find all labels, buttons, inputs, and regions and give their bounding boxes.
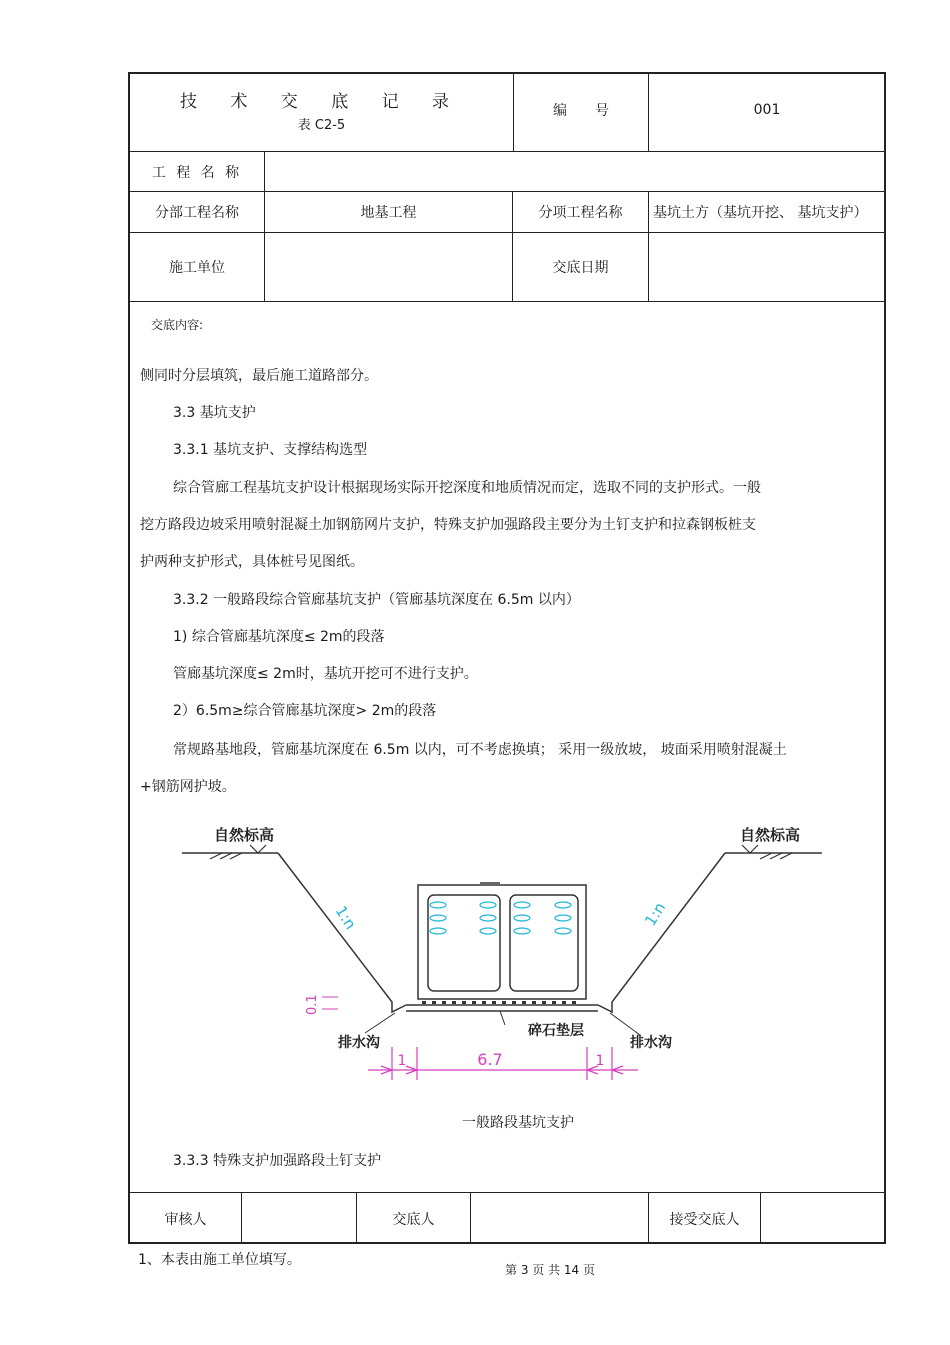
unit-value[interactable]	[265, 233, 512, 301]
content-line: 1) 综合管廊基坑深度≤ 2m的段落	[173, 629, 385, 645]
drain-ditch-right: 排水沟	[630, 1035, 672, 1051]
dim-right: 1	[595, 1053, 605, 1069]
depth-label: 0.1	[305, 994, 320, 1015]
unit-label: 施工单位	[169, 260, 225, 276]
division-label: 分部工程名称	[155, 205, 239, 221]
project-name-label: 工 程 名 称	[151, 164, 243, 181]
row-divider	[128, 301, 886, 302]
excavation-support-figure	[170, 815, 840, 1090]
content-label: 交底内容:	[151, 318, 204, 332]
project-name-value[interactable]	[265, 152, 885, 191]
section-heading: 3.3 基坑支护	[173, 405, 256, 421]
code-label: 编 号	[553, 103, 609, 119]
ground-lines	[182, 853, 822, 1012]
content-line: 综合管廊工程基坑支护设计根据现场实际开挖深度和地质情况而定，选取不同的支护形式。一般	[173, 480, 761, 496]
discloser-label: 交底人	[392, 1211, 435, 1228]
slope-label-left: 1:n	[331, 902, 360, 933]
form-title: 技 术 交 底 记 录	[179, 91, 464, 112]
page-number: 第 3 页 共 14 页	[505, 1263, 595, 1277]
form-number: 表 C2-5	[297, 117, 346, 133]
section-heading: 3.3.1 基坑支护、支撑结构选型	[173, 442, 368, 458]
subitem-label: 分项工程名称	[538, 205, 623, 221]
receiver-label: 接受交底人	[669, 1211, 740, 1228]
subitem-value[interactable]: 基坑土方（基坑开挖、 基坑支护）	[653, 205, 868, 221]
date-label: 交底日期	[552, 260, 609, 276]
section-heading: 3.3.2 一般路段综合管廊基坑支护（管廊基坑深度在 6.5m 以内）	[173, 592, 580, 608]
content-line: 管廊基坑深度≤ 2m时，基坑开挖可不进行支护。	[173, 666, 478, 682]
drain-ditch-left: 排水沟	[338, 1035, 380, 1051]
code-value[interactable]: 001	[753, 102, 781, 118]
reviewer-value[interactable]	[242, 1193, 356, 1244]
content-line: 护两种支护形式，具体桩号见图纸。	[140, 554, 364, 570]
slope-label-right: 1:n	[641, 899, 670, 930]
division-value[interactable]: 地基工程	[360, 205, 417, 221]
date-value[interactable]	[649, 233, 885, 301]
reviewer-label: 审核人	[164, 1211, 207, 1228]
figure-caption: 一般路段基坑支护	[462, 1115, 574, 1131]
discloser-value[interactable]	[471, 1193, 648, 1244]
content-line: 2）6.5m≥综合管廊基坑深度> 2m的段落	[173, 703, 437, 719]
content-line: 常规路基地段，管廊基坑深度在 6.5m 以内，可不考虑换填； 采用一级放坡， 坡面采用喷射混凝土	[173, 742, 787, 758]
section-heading: 3.3.3 特殊支护加强路段土钉支护	[173, 1153, 382, 1169]
gravel-layer	[422, 1001, 576, 1004]
content-line: 挖方路段边坡采用喷射混凝土加钢筋网片支护，特殊支护加强路段主要分为土钉支护和拉森钢板桩支	[140, 517, 756, 533]
depth-ticks	[322, 997, 338, 1009]
natural-elevation-left: 自然标高	[214, 826, 275, 844]
receiver-value[interactable]	[761, 1193, 885, 1244]
footer-note: 1、本表由施工单位填写。	[138, 1252, 301, 1268]
natural-elevation-right: 自然标高	[740, 826, 801, 844]
dim-center: 6.7	[477, 1050, 503, 1069]
gravel-layer-label: 碎石垫层	[528, 1023, 584, 1039]
content-line: +钢筋网护坡。	[140, 779, 236, 795]
utility-tunnel	[418, 883, 586, 999]
dim-left: 1	[397, 1053, 407, 1069]
content-line: 侧同时分层填筑，最后施工道路部分。	[140, 368, 378, 384]
